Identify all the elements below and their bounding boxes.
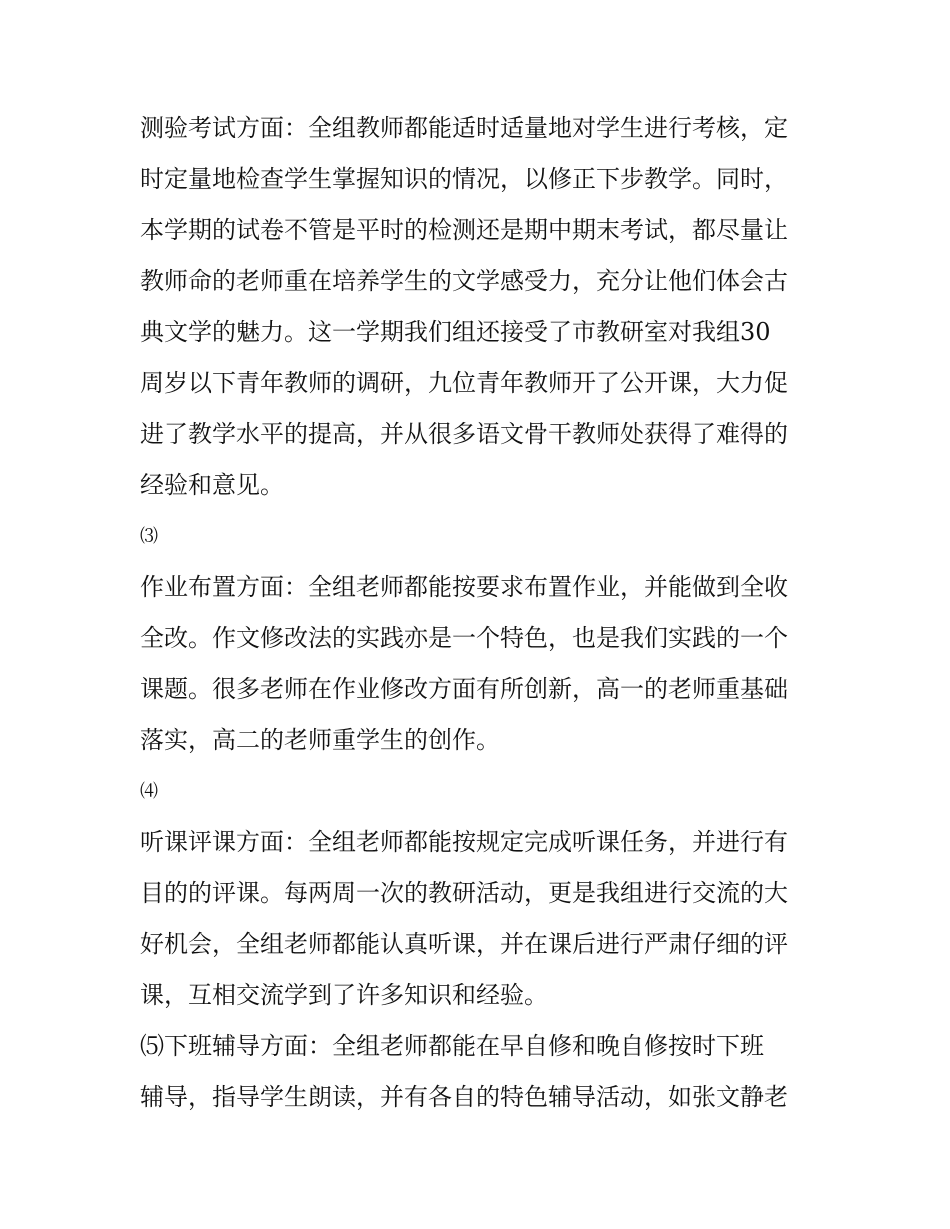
text-line: 进了教学水平的提高，并从很多语文骨干教师处获得了难得的 [140,420,788,448]
text-line: 好机会，全组老师都能认真听课，并在课后进行严肃仔细的评 [140,930,788,958]
text-line: 听课评课方面：全组老师都能按规定完成听课任务，并进行有 [140,828,788,856]
paragraph-exams [140,103,820,511]
text-line: 课题。很多老师在作业修改方面有所创新，高一的老师重基础 [140,675,788,703]
text-line: 测验考试方面：全组教师都能适时适量地对学生进行考核，定 [140,114,788,142]
section-marker: ⑷ [140,781,158,802]
text-line: 时定量地检查学生掌握知识的情况，以修正下步教学。同时， [140,165,788,193]
text-line: 周岁以下青年教师的调研，九位青年教师开了公开课，大力促 [140,369,788,397]
text-line: 辅导，指导学生朗读，并有各自的特色辅导活动，如张文静老 [140,1083,788,1111]
text-line: 本学期的试卷不管是平时的检测还是期中期末考试，都尽量让 [140,216,788,244]
document-body [140,103,820,1123]
text-line: 作业布置方面：全组老师都能按要求布置作业，并能做到全收 [140,573,788,601]
text-line: 经验和意见。 [140,471,284,499]
text-line: 教师命的老师重在培养学生的文学感受力，充分让他们体会古 [140,267,788,295]
text-line: ⑸下班辅导方面：全组老师都能在早自修和晚自修按时下班 [140,1032,764,1060]
text-line: 全改。作文修改法的实践亦是一个特色，也是我们实践的一个 [140,624,788,652]
paragraph-homework [140,562,820,766]
text-line: 落实，高二的老师重学生的创作。 [140,726,500,754]
text-line: 典文学的魅力。这一学期我们组还接受了市教研室对我组30 [140,318,771,346]
paragraph-class-observation [140,817,820,1021]
section-marker: ⑶ [140,526,158,547]
text-line: 目的的评课。每两周一次的教研活动，更是我组进行交流的大 [140,879,788,907]
text-line: 课，互相交流学到了许多知识和经验。 [140,981,548,1009]
paragraph-tutoring [140,1021,820,1123]
